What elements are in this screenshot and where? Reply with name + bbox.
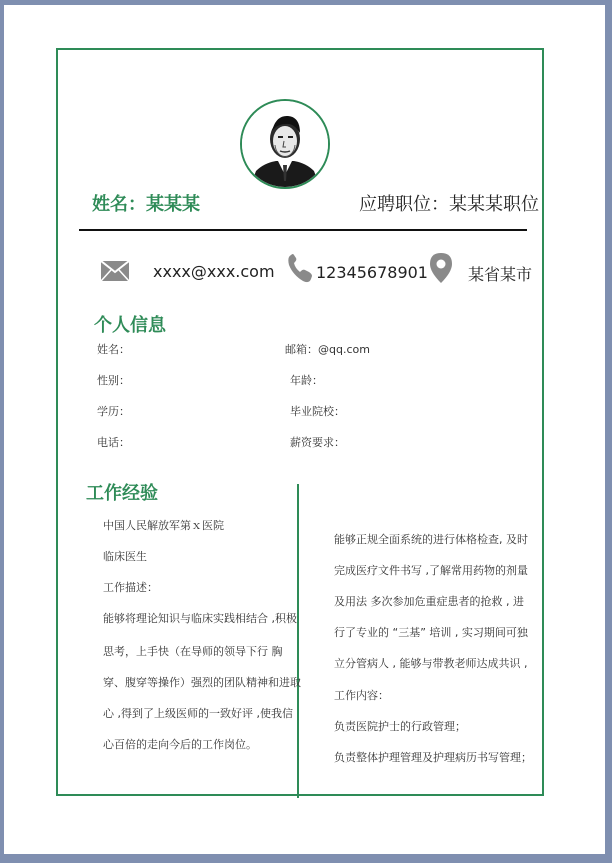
work-right-line: 能够正规全面系统的进行体格检查, 及时 [334, 533, 528, 546]
email-text: xxxx@xxx.com [153, 262, 275, 281]
job-title-label: 应聘职位：某某某职位 [359, 194, 539, 215]
work-left-line: 工作描述： [103, 581, 158, 594]
map-pin-icon [430, 253, 452, 283]
work-left-line: 能够将理论知识与临床实践相结合 ,积极 [103, 612, 297, 625]
field-phone: 电话： [97, 436, 130, 449]
work-left-line: 心百倍的走向今后的工作岗位。 [103, 738, 257, 751]
work-right-line: 工作内容： [334, 689, 389, 702]
field-gender: 性别： [97, 374, 130, 387]
field-age: 年龄： [290, 374, 323, 387]
work-right-line: 负责整体护理管理及护理病历书写管理； [334, 751, 532, 764]
work-left-line: 心 ,得到了上级医师的一致好评 ,使我信 [103, 707, 293, 720]
field-school: 毕业院校： [290, 405, 345, 418]
profile-photo [240, 99, 330, 189]
work-right-line: 及用法 多次参加危重症患者的抢救 , 进 [334, 595, 524, 608]
phone-text: 12345678901 [316, 263, 428, 282]
field-salary: 薪资要求： [290, 436, 345, 449]
work-right-line: 完成医疗文件书写 ,了解常用药物的剂量 [334, 564, 528, 577]
name-label: 姓名：某某某 [92, 194, 200, 215]
work-left-line: 临床医生 [103, 550, 147, 563]
work-right-line: 行了专业的 “三基” 培训 , 实习期间可独 [334, 626, 528, 639]
work-right-line: 负责医院护士的行政管理； [334, 720, 466, 733]
envelope-icon [101, 261, 129, 281]
phone-icon [287, 253, 313, 283]
field-email: 邮箱：@qq.com [285, 343, 370, 356]
column-divider [297, 484, 299, 798]
work-left-line: 中国人民解放军第ｘ医院 [103, 519, 224, 532]
portrait-image [242, 101, 328, 187]
work-left-line: 思考，上手快（在导师的领导下行 胸 [103, 645, 283, 658]
header-divider [79, 229, 527, 231]
work-right-line: 立分管病人 , 能够与带教老师达成共识 , [334, 657, 528, 670]
personal-info-title: 个人信息 [94, 315, 166, 336]
work-experience-title: 工作经验 [86, 483, 158, 504]
location-text: 某省某市 [468, 265, 533, 284]
work-left-line: 穿、腹穿等操作）强烈的团队精神和进取 [103, 676, 301, 689]
field-name: 姓名： [97, 343, 130, 356]
field-education: 学历： [97, 405, 130, 418]
